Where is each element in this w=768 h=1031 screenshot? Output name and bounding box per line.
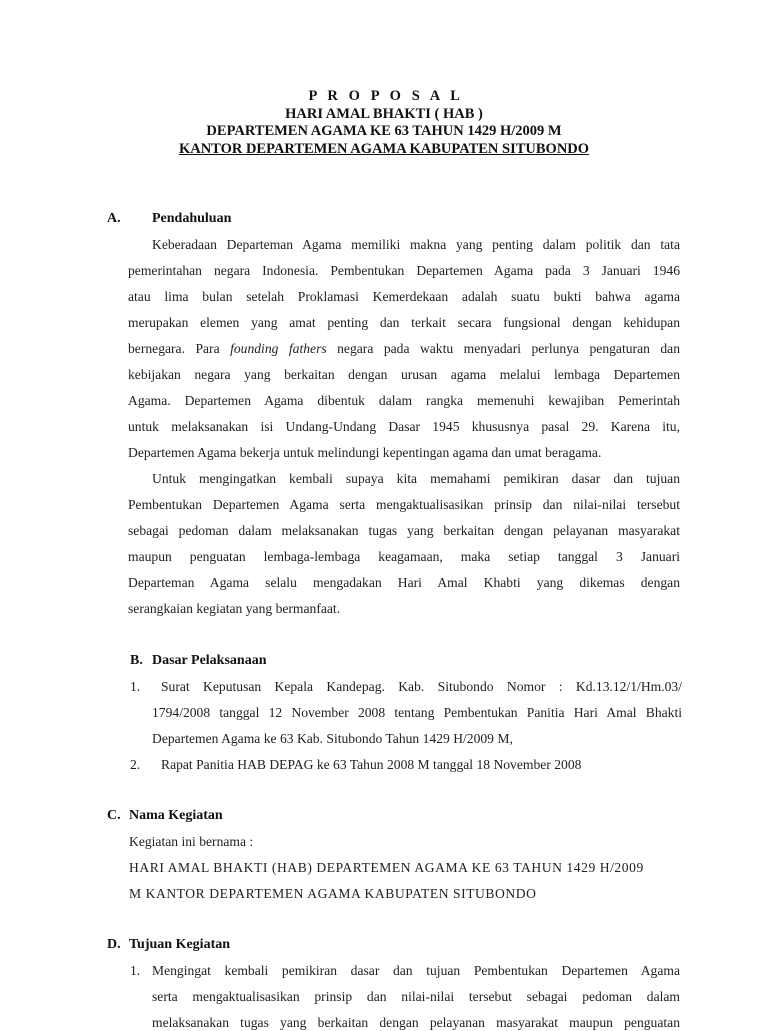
paragraph-line: maupun penguatan lembaga-lembaga keagamaan, maka setiap tanggal 3 Januari (128, 549, 680, 564)
list-item-line: Mengingat kembali pemikiran dasar dan tujuan Pembentukan Departemen Agama (152, 963, 680, 978)
list-item-line: 1794/2008 tanggal 12 November 2008 tentang Pembentukan Panitia Hari Amal Bhakti (152, 705, 682, 720)
paragraph-line: Pembentukan Departemen Agama serta mengaktualisasikan prinsip dan nilai-nilai tersebut (128, 497, 680, 512)
list-number: 2. (130, 757, 141, 772)
paragraph-line: atau lima bulan setelah Proklamasi Kemerdekaan adalah suatu bukti bahwa agama (128, 289, 680, 304)
paragraph-line: sebagai pedoman dalam melaksanakan tugas yang berkaitan dengan pelayanan masyarakat (128, 523, 680, 538)
list-number: 1. (130, 679, 141, 694)
paragraph-line (128, 341, 680, 357)
section-a-heading: Pendahuluan (152, 211, 232, 226)
list-number: 1. (130, 963, 141, 978)
paragraph-line: untuk melaksanakan isi Undang-Undang Dasar 1945 khususnya pasal 29. Karena itu, (128, 419, 680, 434)
list-item-line: Rapat Panitia HAB DEPAG ke 63 Tahun 2008 M tanggal 18 November 2008 (161, 757, 582, 772)
activity-name-line: M KANTOR DEPARTEMEN AGAMA KABUPATEN SITUBONDO (129, 886, 537, 901)
paragraph-line: Keberadaan Departeman Agama memiliki makna yang penting dalam politik dan tata (152, 237, 680, 252)
list-item-line: Departemen Agama ke 63 Kab. Situbondo Tahun 1429 H/2009 M, (152, 731, 513, 746)
section-d-heading: Tujuan Kegiatan (129, 937, 231, 952)
title-event-name: HARI AMAL BHAKTI ( HAB ) (285, 105, 483, 122)
paragraph-line: kebijakan negara yang berkaitan dengan urusan agama melalui lembaga Departemen (128, 367, 680, 382)
line-text: negara pada waktu menyadari perlunya pengaturan dan (326, 341, 680, 356)
title-department-year: DEPARTEMEN AGAMA KE 63 TAHUN 1429 H/2009 M (206, 123, 562, 139)
paragraph-line: merupakan elemen yang amat penting dan terkait secara fungsional dengan kehidupan (128, 315, 680, 330)
list-item-line: melaksanakan tugas yang berkaitan dengan pelayanan masyarakat maupun penguatan (152, 1015, 680, 1030)
section-c-intro: Kegiatan ini bernama : (129, 834, 254, 849)
paragraph-line: Departeman Agama selalu mengadakan Hari Amal Khabti yang dikemas dengan (128, 575, 680, 590)
document-title-block (0, 88, 768, 158)
title-proposal: P R O P O S A L (308, 88, 464, 104)
italic-term: founding fathers (230, 341, 327, 356)
section-c-heading: Nama Kegiatan (129, 808, 223, 823)
paragraph-line: Untuk mengingatkan kembali supaya kita memahami pemikiran dasar dan tujuan (152, 471, 680, 486)
section-b-letter: B. (130, 653, 143, 668)
list-item-line: Surat Keputusan Kepala Kandepag. Kab. Situbondo Nomor : Kd.13.12/1/Hm.03/ (161, 679, 682, 694)
paragraph-line: Departemen Agama bekerja untuk melindungi kepentingan agama dan umat beragama. (128, 445, 602, 460)
paragraph-line: serangkaian kegiatan yang bermanfaat. (128, 601, 341, 616)
paragraph-line: Agama. Departemen Agama dibentuk dalam rangka memenuhi kewajiban Pemerintah (128, 393, 680, 408)
section-b-heading: Dasar Pelaksanaan (152, 653, 267, 668)
paragraph-line: pemerintahan negara Indonesia. Pembentukan Departemen Agama pada 3 Januari 1946 (128, 263, 680, 278)
section-c-letter: C. (107, 808, 121, 823)
section-d-letter: D. (107, 937, 121, 952)
section-a-letter: A. (107, 211, 121, 226)
line-text: bernegara. Para (128, 341, 231, 356)
activity-name-line: HARI AMAL BHAKTI (HAB) DEPARTEMEN AGAMA KE 63 TAHUN 1429 H/2009 (129, 860, 644, 875)
list-item-line: serta mengaktualisasikan prinsip dan nilai-nilai tersebut sebagai pedoman dalam (152, 989, 680, 1004)
title-office: KANTOR DEPARTEMEN AGAMA KABUPATEN SITUBONDO (178, 140, 590, 157)
